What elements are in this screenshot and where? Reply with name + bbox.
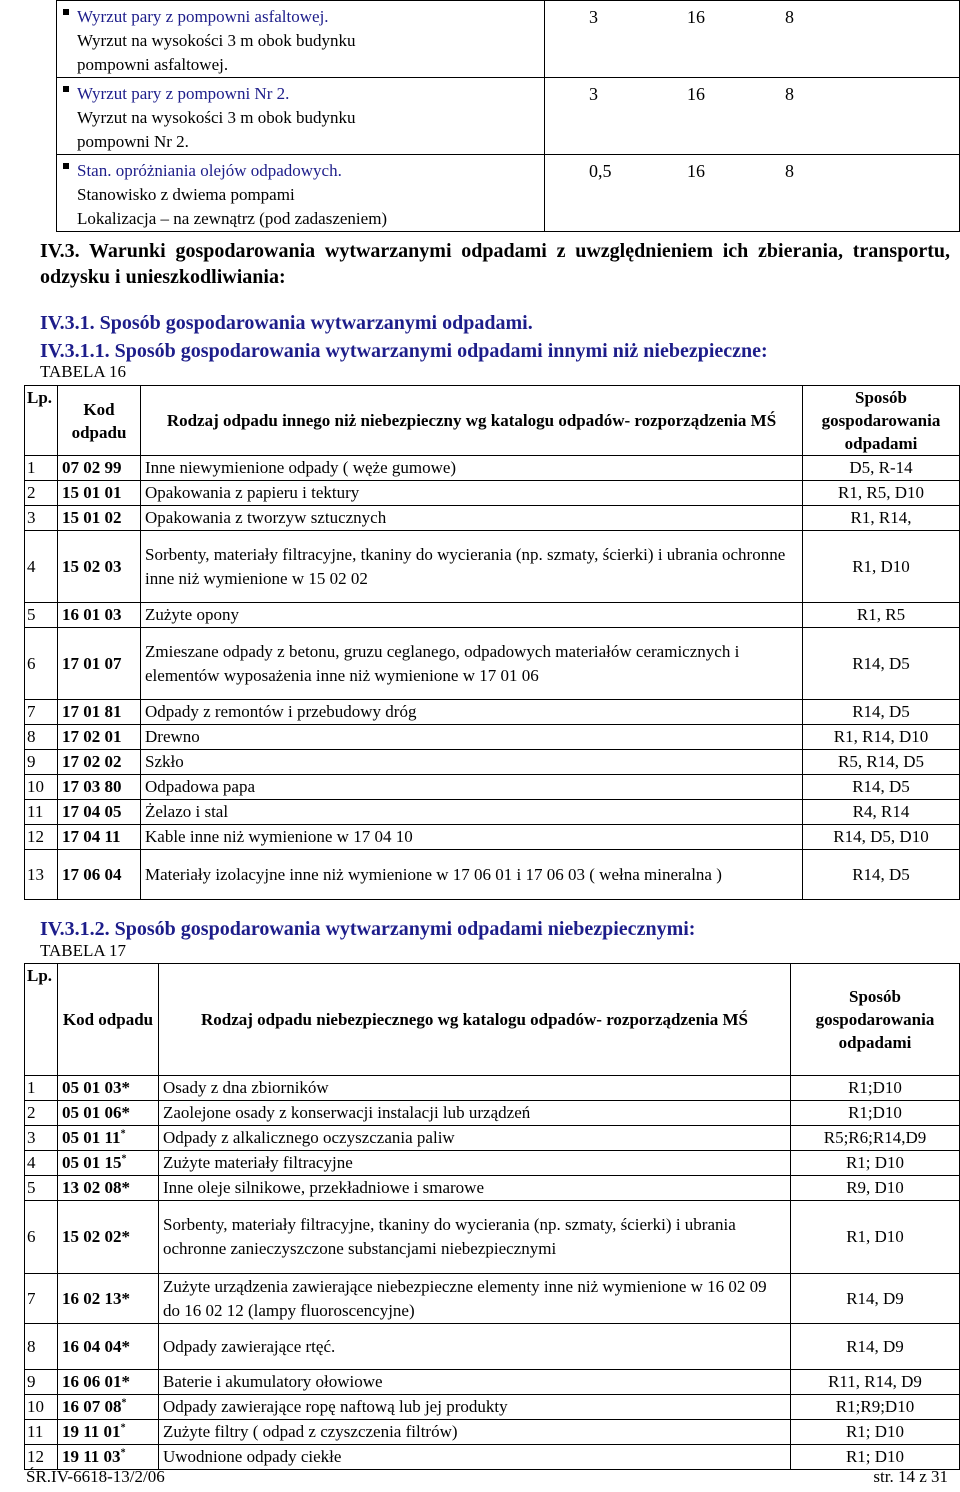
- waste-method-text: R4, R14: [852, 802, 910, 821]
- row-number-text: 5: [27, 1178, 36, 1197]
- row-number: [25, 825, 58, 850]
- row-number: [25, 750, 58, 775]
- table16-header-row: [25, 386, 960, 456]
- emission-description-line: Wyrzut pary z pompowni asfaltowej.: [77, 7, 329, 26]
- waste-method: [791, 1076, 960, 1101]
- waste-method: [803, 775, 960, 800]
- waste-method: [791, 1274, 960, 1324]
- table-row: [25, 628, 960, 700]
- table-row: [25, 1370, 960, 1395]
- waste-name: [159, 1370, 791, 1395]
- footnote-marker: *: [121, 1153, 127, 1165]
- waste-code-text: 17 04 05: [62, 802, 122, 821]
- section-heading-iv3: IV.3. Warunki gospodarowania wytwarzanymi odpadami z uwzględnieniem ich zbierania, transportu, odzysku i unieszkodliwiania:: [40, 240, 950, 288]
- footnote-marker: *: [120, 1422, 126, 1434]
- waste-method-text: R1; D10: [845, 1447, 905, 1466]
- waste-name-text: Odpady z remontów i przebudowy dróg: [145, 702, 417, 721]
- waste-name-text: Odpady zawierające rtęć.: [163, 1336, 336, 1356]
- waste-name-text: Inne niewymienione odpady ( węże gumowe): [145, 458, 457, 477]
- waste-code-text: 16 07 08: [62, 1397, 122, 1416]
- waste-code-text: 15 01 02: [62, 508, 122, 527]
- waste-code-text: 16 02 13*: [62, 1288, 130, 1308]
- row-number-text: 3: [27, 508, 36, 527]
- row-number: [25, 603, 58, 628]
- waste-code-text: 17 01 81: [62, 702, 122, 721]
- emission-value-c: 8: [781, 1, 960, 78]
- emission-row: [57, 78, 960, 155]
- table-row: [25, 800, 960, 825]
- emission-description-line: Stan. opróżniania olejów odpadowych.: [77, 161, 342, 180]
- row-number-text: 11: [27, 1422, 44, 1441]
- row-number-text: 1: [27, 458, 36, 477]
- bullet-icon: [63, 86, 69, 92]
- waste-method: [791, 1126, 960, 1151]
- document-id: ŚR.IV-6618-13/2/06: [26, 1467, 165, 1486]
- waste-name: [159, 1445, 791, 1470]
- waste-code: [58, 506, 141, 531]
- waste-method-text: R14, D5: [852, 702, 910, 721]
- waste-method: [803, 850, 960, 900]
- table16-nonhazardous-waste: [24, 385, 960, 900]
- waste-method: [791, 1395, 960, 1420]
- waste-method: [791, 1445, 960, 1470]
- waste-code-text: 05 01 03*: [62, 1078, 130, 1097]
- row-number-text: 9: [27, 1372, 36, 1391]
- row-number-text: 12: [27, 1447, 44, 1466]
- waste-code: [58, 603, 141, 628]
- waste-code-text: 19 11 01: [62, 1422, 121, 1441]
- emission-description-line: pompowni Nr 2.: [77, 132, 189, 151]
- emission-value-a: 0,5: [545, 155, 684, 232]
- waste-code: [58, 1201, 159, 1274]
- waste-method-text: R14, D5, D10: [833, 827, 929, 846]
- table-row: [25, 481, 960, 506]
- table17-header-method: Sposób gospodarowania odpadami: [791, 964, 960, 1076]
- emission-description-line: Wyrzut na wysokości 3 m obok budynku: [77, 108, 356, 127]
- waste-name: [159, 1324, 791, 1370]
- row-number-text: 8: [27, 727, 36, 746]
- waste-name: [141, 725, 803, 750]
- waste-method: [803, 825, 960, 850]
- row-number: [25, 1420, 58, 1445]
- emission-row: [57, 1, 960, 78]
- row-number: [25, 506, 58, 531]
- emission-value-c: 8: [781, 155, 960, 232]
- row-number-text: 9: [27, 752, 36, 771]
- waste-code: [58, 1370, 159, 1395]
- table-row: [25, 506, 960, 531]
- waste-method-text: R14, D9: [846, 1336, 904, 1356]
- waste-method: [791, 1151, 960, 1176]
- table-row: [25, 725, 960, 750]
- table-row: [25, 1201, 960, 1274]
- waste-method: [803, 506, 960, 531]
- table16-header-code: Kod odpadu: [58, 386, 141, 456]
- waste-name: [141, 750, 803, 775]
- waste-method-text: R1; D10: [845, 1153, 905, 1172]
- waste-code: [58, 456, 141, 481]
- waste-code: [58, 750, 141, 775]
- row-number: [25, 1076, 58, 1101]
- waste-method: [791, 1101, 960, 1126]
- row-number: [25, 1274, 58, 1324]
- waste-code: [58, 800, 141, 825]
- waste-code: [58, 1076, 159, 1101]
- waste-code-text: 19 11 03: [62, 1447, 121, 1466]
- row-number-text: 5: [27, 605, 36, 624]
- waste-name: [141, 825, 803, 850]
- table-row: [25, 1420, 960, 1445]
- waste-code: [58, 1126, 159, 1151]
- row-number: [25, 456, 58, 481]
- row-number: [25, 1176, 58, 1201]
- table-row: [25, 750, 960, 775]
- row-number: [25, 531, 58, 603]
- waste-method: [803, 531, 960, 603]
- row-number-text: 11: [27, 802, 44, 821]
- table17-header-lp: Lp.: [25, 964, 58, 1076]
- waste-name: [159, 1395, 791, 1420]
- waste-name-text: Zużyte urządzenia zawierające niebezpieczne elementy inne niż wymienione w 16 02 09 do 16 02 12 (lampy fluoroscencyjne): [163, 1276, 767, 1320]
- waste-method-text: R5;R6;R14,D9: [823, 1128, 927, 1147]
- waste-method-text: R9, D10: [846, 1178, 904, 1197]
- waste-code-text: 13 02 08*: [62, 1178, 130, 1197]
- table-row: [25, 1395, 960, 1420]
- waste-name: [141, 456, 803, 481]
- waste-name: [141, 531, 803, 603]
- emission-description-line: Wyrzut pary z pompowni Nr 2.: [77, 84, 290, 103]
- table17-header-name: Rodzaj odpadu niebezpiecznego wg katalogu odpadów- rozporządzenia MŚ: [159, 964, 791, 1076]
- waste-method-text: R1, R14, D10: [833, 727, 929, 746]
- emission-description-line: pompowni asfaltowej.: [77, 55, 229, 74]
- waste-method-text: R1, R14,: [850, 508, 912, 527]
- waste-method-text: R1;R9;D10: [835, 1397, 915, 1416]
- waste-name-text: Drewno: [145, 727, 200, 746]
- waste-method-text: R1; D10: [845, 1422, 905, 1441]
- row-number: [25, 481, 58, 506]
- waste-code: [58, 481, 141, 506]
- waste-method: [803, 628, 960, 700]
- row-number: [25, 850, 58, 900]
- waste-method-text: R1;D10: [848, 1103, 902, 1122]
- waste-name-text: Opakowania z papieru i tektury: [145, 483, 360, 502]
- row-number: [25, 725, 58, 750]
- table-row: [25, 1126, 960, 1151]
- waste-method-text: R1, D10: [852, 556, 910, 576]
- waste-code: [58, 1395, 159, 1420]
- row-number-text: 10: [27, 1397, 44, 1416]
- waste-method: [791, 1176, 960, 1201]
- waste-name: [159, 1274, 791, 1324]
- row-number-text: 7: [27, 702, 36, 721]
- emission-description-line: Lokalizacja – na zewnątrz (pod zadaszeniem): [77, 209, 388, 228]
- waste-code: [58, 700, 141, 725]
- waste-code-text: 15 01 01: [62, 483, 122, 502]
- waste-code: [58, 1324, 159, 1370]
- waste-code: [58, 1101, 159, 1126]
- waste-method: [791, 1420, 960, 1445]
- waste-code-text: 15 02 03: [62, 556, 122, 576]
- waste-method-text: R5, R14, D5: [838, 752, 924, 771]
- waste-method: [791, 1370, 960, 1395]
- table-row: [25, 1274, 960, 1324]
- table16-label: TABELA 16: [40, 362, 126, 381]
- table16-header-method: Sposób gospodarowania odpadami: [803, 386, 960, 456]
- emission-value-b: 16: [683, 155, 781, 232]
- table17-header-row: [25, 964, 960, 1076]
- waste-name-text: Odpady zawierające ropę naftową lub jej produkty: [163, 1397, 508, 1416]
- emission-description: [57, 1, 545, 78]
- waste-code: [58, 1274, 159, 1324]
- waste-name: [159, 1126, 791, 1151]
- waste-name-text: Kable inne niż wymienione w 17 04 10: [145, 827, 413, 846]
- waste-code: [58, 1151, 159, 1176]
- waste-name-text: Zmieszane odpady z betonu, gruzu ceglanego, odpadowych materiałów ceramicznych i elementów wyposażenia inne niż wymienione w 17 01 06: [145, 641, 740, 685]
- waste-code: [58, 775, 141, 800]
- section-heading-iv311: IV.3.1.1. Sposób gospodarowania wytwarzanymi odpadami innymi niż niebezpieczne:: [40, 340, 768, 362]
- table17-header-code: Kod odpadu: [58, 964, 159, 1076]
- table-row: [25, 603, 960, 628]
- table-row: [25, 456, 960, 481]
- waste-method: [803, 700, 960, 725]
- waste-code-text: 05 01 15: [62, 1153, 122, 1172]
- waste-name-text: Osady z dna zbiorników: [163, 1078, 329, 1097]
- table-row: [25, 825, 960, 850]
- waste-name-text: Baterie i akumulatory ołowiowe: [163, 1372, 383, 1391]
- row-number-text: 7: [27, 1288, 36, 1308]
- waste-code-text: 16 06 01*: [62, 1372, 130, 1391]
- waste-code-text: 17 04 11: [62, 827, 121, 846]
- waste-name: [141, 800, 803, 825]
- table-row: [25, 700, 960, 725]
- waste-method: [803, 800, 960, 825]
- row-number: [25, 1151, 58, 1176]
- waste-name: [141, 775, 803, 800]
- waste-method-text: R1, D10: [846, 1227, 904, 1246]
- waste-name-text: Zużyte opony: [145, 605, 239, 624]
- row-number: [25, 1370, 58, 1395]
- waste-method-text: R14, D5: [852, 777, 910, 796]
- table-row: [25, 775, 960, 800]
- waste-name-text: Odpady z alkalicznego oczyszczania paliw: [163, 1128, 455, 1147]
- waste-method-text: R14, D9: [846, 1288, 904, 1308]
- waste-method-text: R1;D10: [848, 1078, 902, 1097]
- waste-method: [803, 750, 960, 775]
- waste-name: [141, 700, 803, 725]
- waste-name-text: Inne oleje silnikowe, przekładniowe i smarowe: [163, 1178, 485, 1197]
- footnote-marker: *: [120, 1447, 126, 1459]
- waste-code: [58, 850, 141, 900]
- waste-name-text: Żelazo i stal: [145, 802, 229, 821]
- waste-method-text: R11, R14, D9: [828, 1372, 922, 1391]
- waste-code-text: 17 01 07: [62, 653, 122, 673]
- row-number: [25, 1201, 58, 1274]
- waste-code-text: 17 03 80: [62, 777, 122, 796]
- waste-name: [141, 481, 803, 506]
- row-number: [25, 628, 58, 700]
- waste-name: [159, 1420, 791, 1445]
- waste-name-text: Szkło: [145, 752, 184, 771]
- waste-code-text: 05 01 06*: [62, 1103, 130, 1122]
- table-row: [25, 1076, 960, 1101]
- row-number-text: 12: [27, 827, 44, 846]
- waste-name: [159, 1076, 791, 1101]
- waste-name: [159, 1201, 791, 1274]
- waste-code: [58, 1176, 159, 1201]
- waste-code-text: 17 02 02: [62, 752, 122, 771]
- waste-method-text: R1, R5, D10: [838, 483, 924, 502]
- row-number: [25, 1395, 58, 1420]
- waste-code-text: 05 01 11: [62, 1128, 121, 1147]
- emission-value-c: 8: [781, 78, 960, 155]
- emission-value-b: 16: [683, 1, 781, 78]
- waste-method: [803, 725, 960, 750]
- table-row: [25, 1176, 960, 1201]
- row-number: [25, 775, 58, 800]
- waste-name-text: Materiały izolacyjne inne niż wymienione w 17 06 01 i 17 06 03 ( wełna mineralna ): [145, 864, 722, 884]
- waste-name-text: Zaolejone osady z konserwacji instalacji lub urządzeń: [163, 1103, 531, 1122]
- waste-name-text: Zużyte filtry ( odpad z czyszczenia filtrów): [163, 1422, 458, 1441]
- waste-name: [159, 1101, 791, 1126]
- waste-code: [58, 628, 141, 700]
- waste-name: [141, 506, 803, 531]
- table-row: [25, 850, 960, 900]
- waste-code-text: 07 02 99: [62, 458, 122, 477]
- waste-name: [141, 850, 803, 900]
- waste-code: [58, 825, 141, 850]
- row-number: [25, 700, 58, 725]
- section-heading-iv312: IV.3.1.2. Sposób gospodarowania wytwarzanymi odpadami niebezpiecznymi:: [40, 918, 696, 940]
- bullet-icon: [63, 163, 69, 169]
- table-row: [25, 1101, 960, 1126]
- waste-method: [791, 1324, 960, 1370]
- emission-value-b: 16: [683, 78, 781, 155]
- waste-name-text: Opakowania z tworzyw sztucznych: [145, 508, 387, 527]
- waste-method-text: R14, D5: [852, 864, 910, 884]
- row-number-text: 2: [27, 1103, 36, 1122]
- row-number-text: 4: [27, 556, 36, 576]
- row-number-text: 8: [27, 1336, 36, 1356]
- footnote-marker: *: [121, 1397, 127, 1409]
- table16-header-name: Rodzaj odpadu innego niż niebezpieczny wg katalogu odpadów- rozporządzenia MŚ: [141, 386, 803, 456]
- emission-row: [57, 155, 960, 232]
- bullet-icon: [63, 9, 69, 15]
- footnote-marker: *: [120, 1128, 126, 1140]
- row-number-text: 2: [27, 483, 36, 502]
- row-number: [25, 1324, 58, 1370]
- waste-code: [58, 1445, 159, 1470]
- row-number: [25, 1126, 58, 1151]
- waste-method: [803, 456, 960, 481]
- table-row: [25, 1324, 960, 1370]
- page-number: str. 14 z 31: [873, 1467, 948, 1486]
- waste-code-text: 15 02 02*: [62, 1227, 130, 1246]
- table-row: [25, 531, 960, 603]
- waste-code-text: 16 01 03: [62, 605, 122, 624]
- waste-name-text: Sorbenty, materiały filtracyjne, tkaniny do wycierania (np. szmaty, ścierki) i ubrania ochronne zanieczyszczone substancjami niebezpiecznymi: [163, 1215, 736, 1258]
- emission-value-a: 3: [545, 1, 684, 78]
- waste-name-text: Odpadowa papa: [145, 777, 255, 796]
- waste-code: [58, 1420, 159, 1445]
- row-number-text: 4: [27, 1153, 36, 1172]
- waste-method: [791, 1201, 960, 1274]
- row-number-text: 6: [27, 1227, 36, 1246]
- waste-method-text: D5, R-14: [849, 458, 913, 477]
- waste-method: [803, 481, 960, 506]
- table17-label: TABELA 17: [40, 941, 126, 960]
- row-number-text: 13: [27, 864, 44, 884]
- row-number-text: 1: [27, 1078, 36, 1097]
- table17-hazardous-waste: [24, 963, 960, 1470]
- emission-description-line: Wyrzut na wysokości 3 m obok budynku: [77, 31, 356, 50]
- waste-code-text: 17 02 01: [62, 727, 122, 746]
- emission-value-a: 3: [545, 78, 684, 155]
- table-row: [25, 1151, 960, 1176]
- waste-code: [58, 725, 141, 750]
- waste-code-text: 17 06 04: [62, 864, 122, 884]
- table-row: [25, 1445, 960, 1470]
- emission-description: [57, 78, 545, 155]
- emission-description: [57, 155, 545, 232]
- section-heading-iv31: IV.3.1. Sposób gospodarowania wytwarzanymi odpadami.: [40, 312, 533, 334]
- waste-name: [141, 628, 803, 700]
- waste-method-text: R14, D5: [852, 653, 910, 673]
- waste-name: [159, 1151, 791, 1176]
- waste-code-text: 16 04 04*: [62, 1336, 130, 1356]
- waste-name-text: Zużyte materiały filtracyjne: [163, 1153, 353, 1172]
- waste-name: [141, 603, 803, 628]
- row-number: [25, 1445, 58, 1470]
- row-number-text: 10: [27, 777, 44, 796]
- emission-sources-table: [56, 0, 960, 232]
- row-number: [25, 800, 58, 825]
- waste-method: [803, 603, 960, 628]
- waste-name-text: Uwodnione odpady ciekłe: [163, 1447, 342, 1466]
- row-number: [25, 1101, 58, 1126]
- waste-name-text: Sorbenty, materiały filtracyjne, tkaniny do wycierania (np. szmaty, ścierki) i ubrania ochronne inne niż wymienione w 15 02 02: [145, 544, 786, 588]
- waste-code: [58, 531, 141, 603]
- row-number-text: 3: [27, 1128, 36, 1147]
- waste-name: [159, 1176, 791, 1201]
- table16-header-lp: Lp.: [25, 386, 58, 456]
- row-number-text: 6: [27, 653, 36, 673]
- emission-description-line: Stanowisko z dwiema pompami: [77, 185, 295, 204]
- waste-method-text: R1, R5: [856, 605, 906, 624]
